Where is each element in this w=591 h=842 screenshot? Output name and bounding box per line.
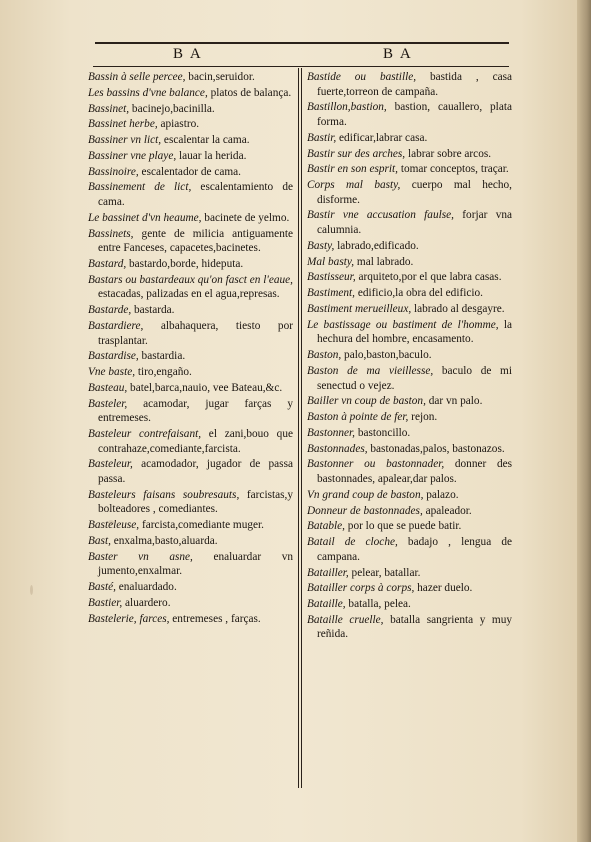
entry-headword: Bastarde, [88,304,132,317]
entry-headword: Vn grand coup de baston, [307,488,424,501]
entry-definition: tiro,engaño. [135,366,192,379]
entry-definition: labrar sobre arcos. [405,147,492,160]
dictionary-entry [307,504,512,519]
entry-definition: bastoncillo. [355,426,411,439]
entry-headword: Batable, [307,520,345,533]
dictionary-entry [307,178,512,207]
dictionary-entry [307,535,512,564]
entry-definition: bastarda. [131,304,175,317]
dictionary-entry [307,131,512,146]
dictionary-entry [88,427,293,456]
dictionary-entry [307,394,512,409]
dictionary-entry [307,100,512,129]
entry-headword: Bastard, [88,258,127,270]
dictionary-entry [88,612,293,627]
dictionary-entry [307,318,512,347]
entry-headword: Basteler, [88,397,128,410]
entry-definition: batel,barca,nauio, vee Bateau,&c. [127,381,283,394]
dictionary-entry [88,365,293,380]
entry-definition: la hechura del hombre, encasamento. [317,318,512,346]
entry-headword: Bastir en son esprit, [307,163,399,176]
entry-definition: bastardia. [138,350,186,363]
page-edge-shadow [577,0,591,842]
entry-definition: por lo que se puede batir. [344,520,462,533]
dictionary-entry [307,147,512,162]
entry-headword: Le bassinet d'vn heaume, [88,211,202,224]
entry-definition: farcista,comediante muger. [139,519,264,532]
dictionary-entry [88,550,293,579]
paper-stain [30,585,33,595]
dictionary-entry [88,211,293,226]
entry-definition: acamodar, jugar farças y entremeses. [98,397,293,425]
dictionary-entry [307,302,512,317]
dictionary-entry [307,581,512,596]
entry-definition: el zani,bouo que contrahaze,comediante,farcista. [98,428,293,455]
entry-headword: Baston, [307,349,342,362]
entry-definition: bastonadas,palos, bastonazos. [367,442,505,455]
dictionary-entry [307,457,512,486]
dictionary-entry [88,165,293,180]
entry-headword: Bassinoire, [88,165,139,178]
dictionary-entry [307,286,512,301]
entry-definition: apaleador. [422,504,472,517]
dictionary-entry [88,86,293,101]
dictionary-entry [88,133,293,148]
dictionary-entry [307,597,512,612]
entry-definition: entremeses , farças. [169,612,261,625]
entry-headword: Basteleuse, [88,519,140,532]
entry-headword: Basteleurs faisans soubresauts, [88,488,240,501]
entry-headword: Bastonner, [307,426,356,439]
right-column [307,70,512,643]
entry-definition: hazer duelo. [414,582,473,595]
dictionary-entry [307,426,512,441]
entry-definition: escalentamiento de cama. [98,181,293,209]
entry-definition: bastion, cauallero, plata forma. [317,101,512,128]
entry-headword: Bassinement de lict, [88,181,192,194]
entry-definition: acamodador, jugador de passa passa. [98,458,293,485]
entry-definition: platos de balança. [207,86,292,99]
entry-definition: bacin,seruidor. [185,71,255,83]
entry-headword: Baster vn asne, [88,550,193,563]
entry-headword: Batailler corps à corps, [307,582,415,595]
entry-definition: aluardero. [122,596,171,609]
dictionary-entry [88,596,293,611]
entry-definition: donner des bastonnades, apalear,dar palos. [317,458,512,485]
entry-headword: Basteau, [88,381,128,394]
dictionary-entry [307,255,512,270]
entry-definition: edificio,la obra del edificio. [355,287,483,300]
entry-definition: bacinete de yelmo. [201,211,290,224]
entry-headword: Bassin à selle percee, [88,71,186,83]
dictionary-entry [307,70,512,99]
entry-definition: escalentar la cama. [161,134,250,147]
entry-headword: Bastier, [88,596,123,609]
entry-headword: Le bastissage ou bastiment de l'homme, [307,318,499,331]
dictionary-entry [307,348,512,363]
dictionary-entry [88,303,293,318]
entry-headword: Batailler, [307,566,349,579]
entry-headword: Bastiment merueilleux, [307,302,412,315]
entry-headword: Bast, [88,534,111,547]
entry-headword: Les bassins d'vne balance, [88,86,208,99]
entry-headword: Bastillon,bastion, [307,101,387,114]
dictionary-entry [88,349,293,364]
dictionary-entry [307,410,512,425]
entry-headword: Bastardise, [88,350,139,363]
dictionary-entry [307,239,512,254]
entry-definition: farcistas,y bolteadores , comediantes. [98,488,294,516]
dictionary-entry [88,534,293,549]
entry-headword: Bassiner vn lict, [88,134,162,147]
dictionary-entry [88,488,293,517]
entry-definition: bacinejo,bacinilla. [129,102,215,115]
entry-headword: Bastars ou bastardeaux qu'on fasct en l'eaue, [88,273,293,286]
entry-definition: edificar,labrar casa. [336,131,428,144]
entry-headword: Bastelerie, farces, [88,612,170,625]
entry-headword: Bassinet, [88,102,130,115]
dictionary-entry [307,208,512,237]
entry-headword: Bailler vn coup de baston, [307,395,426,408]
entry-headword: Basty, [307,239,335,252]
dictionary-entry [88,149,293,164]
header-rule-bottom [93,66,509,67]
entry-definition: apiastro. [157,118,200,131]
dictionary-entry [307,566,512,581]
dictionary-entry [88,580,293,595]
entry-headword: Bassinet herbe, [88,118,158,131]
entry-headword: Bataille, [307,598,346,611]
entry-definition: lauar la herida. [176,149,247,162]
column-divider [301,68,302,788]
entry-definition: batalla sangrienta y muy reñida. [317,613,512,641]
entry-definition: enxalma,basto,aluarda. [110,534,218,547]
running-header-right: B A [383,46,413,62]
entry-definition: pelear, batallar. [348,566,421,579]
entry-definition: batalla, pelea. [345,598,411,611]
entry-definition: forjar vna calumnia. [317,209,512,237]
entry-definition: gente de milicia antiguamente entre Fanceses, capacetes,bacinetes. [98,227,293,255]
dictionary-entry [307,162,512,177]
entry-headword: Bastir vne accusation faulse, [307,209,454,222]
entry-definition: arquiteto,por el que labra casas. [355,271,502,284]
dictionary-entry [88,257,293,272]
entry-definition: escalentador de cama. [138,165,241,178]
dictionary-entry [88,273,293,302]
left-column [88,70,293,627]
entry-definition: bastida , casa fuerte,torreon de campaña. [317,71,513,98]
entry-headword: Bastir sur des arches, [307,147,406,160]
entry-definition: tomar conceptos, traçar. [398,163,509,176]
dictionary-entry [307,488,512,503]
entry-definition: palo,baston,baculo. [341,349,432,362]
entry-headword: Bastardiere, [88,319,144,332]
running-header-left: B A [173,46,203,62]
running-header [95,44,509,66]
entry-definition: dar vn palo. [425,395,483,408]
entry-definition: baculo de mi senectud o vejez. [317,364,512,392]
entry-headword: Bastonnades, [307,442,368,455]
entry-definition: labrado,edificado. [334,239,419,252]
dictionary-entry [88,381,293,396]
dictionary-entry [307,270,512,285]
entry-headword: Bastisseur, [307,271,356,284]
entry-headword: Bassiner vne playe, [88,149,177,162]
entry-headword: Bastir, [307,131,337,144]
dictionary-entry [307,442,512,457]
dictionary-entry [88,518,293,533]
entry-headword: Basteleur contrefaisant, [88,428,202,441]
entry-definition: bastardo,borde, hideputa. [126,258,244,270]
entry-headword: Bastide ou bastille, [307,71,417,83]
entry-headword: Donneur de bastonnades, [307,504,423,517]
entry-definition: labrado al desgayre. [411,302,505,315]
entry-headword: Bastonner ou bastonnader, [307,458,445,471]
dictionary-entry [88,319,293,348]
entry-headword: Corps mal basty, [307,179,401,192]
dictionary-entry [88,457,293,486]
entry-definition: cuerpo mal hecho, disforme. [317,179,513,206]
entry-definition: enaluardado. [115,581,177,594]
entry-definition: estacadas, palizadas en el agua,represas. [98,288,280,301]
entry-headword: Batail de cloche, [307,536,398,549]
dictionary-entry [307,364,512,393]
column-divider [298,68,299,788]
entry-headword: Mal basty, [307,255,355,268]
entry-headword: Bassinets, [88,227,134,240]
entry-headword: Baston à pointe de fer, [307,411,409,424]
entry-definition: palazo. [423,488,459,501]
entry-headword: Vne baste, [88,366,136,379]
dictionary-entry [88,227,293,256]
dictionary-entry [307,519,512,534]
dictionary-entry [88,102,293,117]
dictionary-entry [88,397,293,426]
entry-headword: Basteleur, [88,458,133,471]
dictionary-entry [88,117,293,132]
dictionary-entry [88,70,293,85]
entry-headword: Bataille cruelle, [307,613,384,626]
entry-definition: albahaquera, tiesto por trasplantar. [98,319,293,347]
entry-headword: Baston de ma vieillesse, [307,364,434,377]
entry-definition: badajo , lengua de campana. [317,536,512,563]
entry-definition: enaluardar vn jumento,enxalmar. [98,550,293,578]
entry-headword: Bastiment, [307,287,356,300]
entry-headword: Basté, [88,581,116,594]
dictionary-entry [307,613,512,642]
entry-definition: mal labrado. [354,255,414,268]
entry-definition: rejon. [408,411,438,424]
dictionary-entry [88,180,293,209]
